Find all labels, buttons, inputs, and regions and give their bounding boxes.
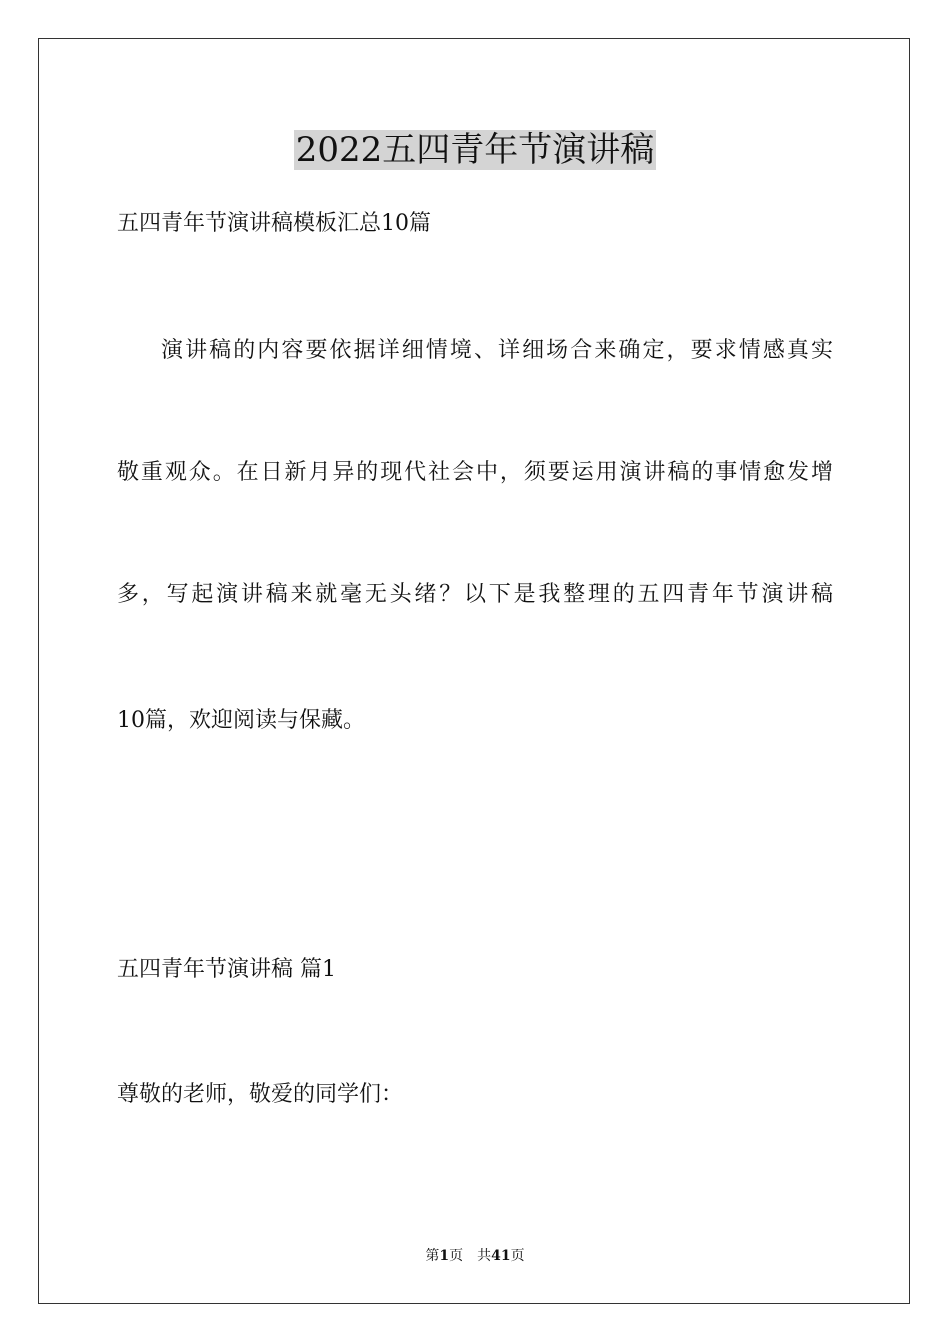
footer-page-prefix: 第 <box>425 1248 440 1264</box>
intro-line-3: 多，写起演讲稿来就毫无头绪？以下是我整理的五四青年节演讲稿 <box>117 582 833 607</box>
footer-page-suffix: 页 <box>449 1248 464 1264</box>
footer-page-number: 1 <box>439 1248 450 1264</box>
intro-line-2: 敬重观众。在日新月异的现代社会中，须要运用演讲稿的事情愈发增 <box>117 460 833 485</box>
section-heading: 五四青年节演讲稿 篇1 <box>117 957 336 982</box>
intro-line-4: 10篇，欢迎阅读与保藏。 <box>117 708 365 733</box>
footer-total-pages: 41 <box>491 1248 511 1264</box>
document-subtitle: 五四青年节演讲稿模板汇总10篇 <box>117 211 431 236</box>
footer-total-suffix: 页 <box>510 1248 525 1264</box>
greeting-line: 尊敬的老师，敬爱的同学们： <box>117 1082 404 1107</box>
document-title <box>0 126 950 174</box>
footer-total-prefix: 共 <box>477 1248 492 1264</box>
document-title-text: 2022五四青年节演讲稿 <box>295 130 655 170</box>
page-footer <box>0 1246 950 1266</box>
intro-line-1: 演讲稿的内容要依据详细情境、详细场合来确定，要求情感真实 <box>161 338 833 363</box>
